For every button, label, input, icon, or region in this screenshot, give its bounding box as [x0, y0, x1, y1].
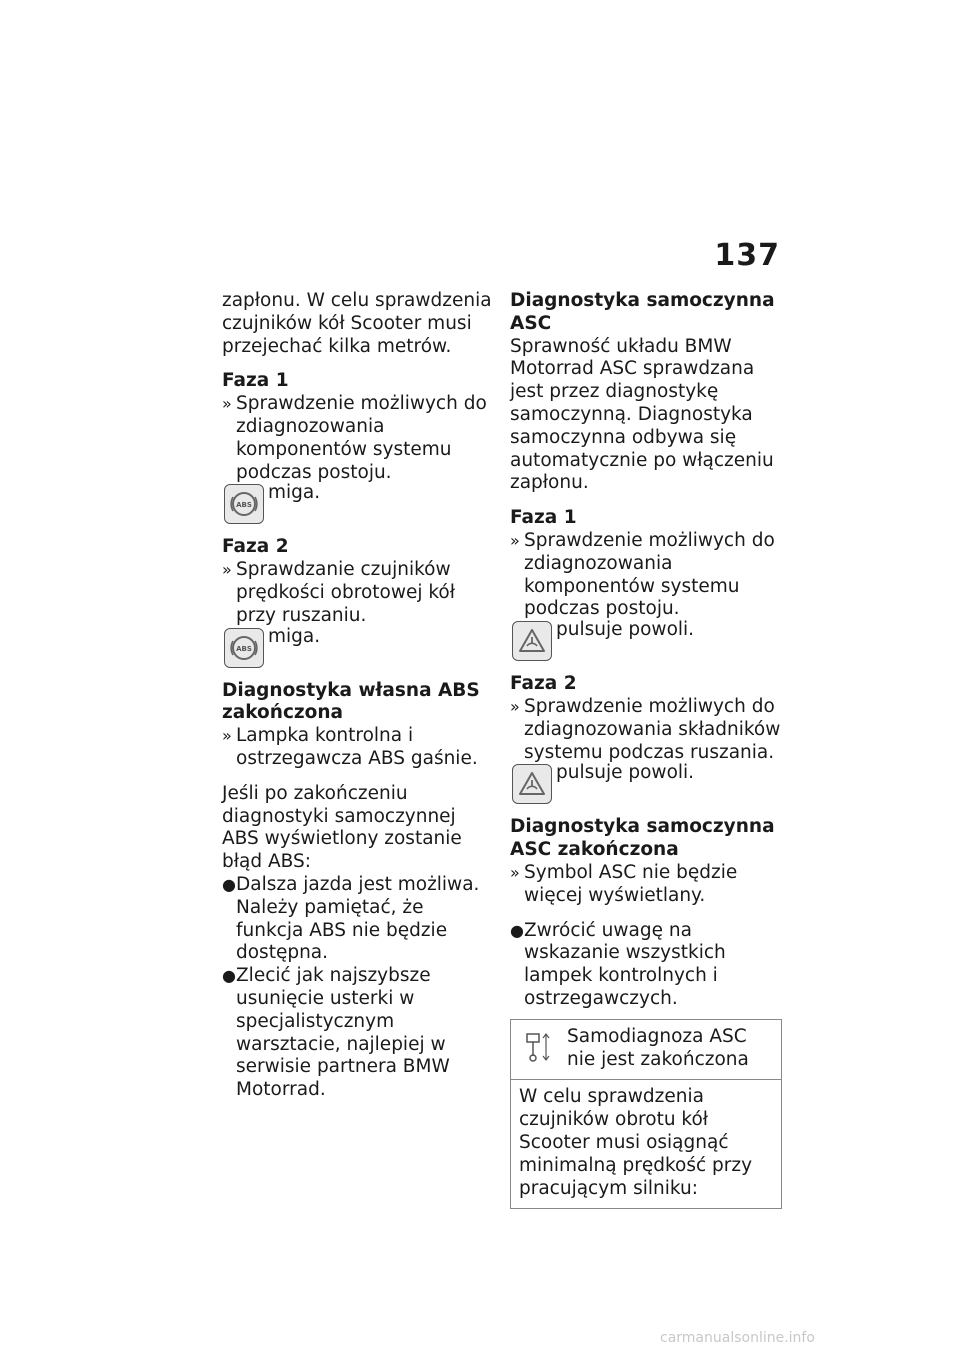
abs-phase2-heading: Faza 2 — [222, 536, 289, 558]
asc-phase2-heading: Faza 2 — [510, 673, 577, 695]
asc-intro: Sprawność układu BMW Motorrad ASC sprawdzana jest przez diagnostykę samoczynną. Diagnostyka samoczynna odbywa się automatycznie po włączeniu zapłonu. — [510, 335, 774, 494]
bullet-icon: ● — [222, 966, 236, 986]
asc-note-box — [510, 1019, 782, 1210]
abs-warning-icon — [224, 628, 264, 668]
abs-error-bullet-1: ● Dalsza jazda jest możliwa. Należy pamiętać, że funkcja ABS nie będzie dostępna. — [222, 873, 480, 964]
asc-triangle-icon — [512, 621, 552, 661]
asc-phase1-step: » Sprawdzenie możliwych do zdiagnozowania komponentów systemu podczas postoju. — [510, 529, 775, 620]
abs-error-bullet-2: ● Zlecić jak najszybsze usunięcie usterki w specjalistycznym warsztacie, najlepiej w serwisie partnera BMW Motorrad. — [222, 965, 450, 1101]
chevron-right-icon: » — [510, 862, 520, 882]
asc-note-title: Samodiagnoza ASC nie jest zakończona — [567, 1025, 749, 1070]
bullet-icon: ● — [510, 920, 524, 940]
chevron-right-icon: » — [510, 530, 520, 550]
asc-bullet: ● Zwrócić uwagę na wskazanie wszystkich lampek kontrolnych i ostrzegawczych. — [510, 919, 726, 1009]
abs-phase2-indicator — [224, 626, 494, 668]
chevron-right-icon: » — [222, 560, 232, 580]
asc-phase1-state: pulsuje powoli. — [556, 619, 695, 641]
right-column — [510, 290, 782, 1209]
asc-done-heading: Diagnostyka samoczynna ASC zakończona — [510, 816, 775, 861]
abs-phase2-state: miga. — [268, 625, 321, 647]
asc-triangle-icon — [512, 764, 552, 804]
intro-text: zapłonu. W celu sprawdzenia czujników kół Scooter musi przejechać kilka metrów. — [222, 290, 492, 357]
abs-phase2-step: » Sprawdzanie czujników prędkości obrotowej kół przy ruszaniu. — [222, 559, 455, 626]
asc-heading: Diagnostyka samoczynna ASC — [510, 290, 775, 334]
asc-note-body: W celu sprawdzenia czujników obrotu kół Scooter musi osiągnąć minimalną prędkość przy pracującym silniku: — [519, 1086, 753, 1199]
asc-phase2-indicator — [512, 762, 782, 804]
page-number: 137 — [714, 238, 780, 273]
asc-phase1-heading: Faza 1 — [510, 507, 577, 529]
asc-note-header — [511, 1020, 781, 1081]
asc-done-step: » Symbol ASC nie będzie więcej wyświetlany. — [510, 861, 738, 906]
chevron-right-icon: » — [510, 696, 520, 716]
watermark-link[interactable]: carmanualsonline.info — [660, 1330, 815, 1346]
abs-done-step: » Lampka kontrolna i ostrzegawcza ABS gaśnie. — [222, 725, 478, 769]
asc-phase2-step: » Sprawdzenie możliwych do zdiagnozowania składników systemu podczas ruszania. — [510, 695, 781, 763]
abs-icon-label: ABS — [236, 501, 252, 510]
abs-phase1-state: miga. — [268, 482, 321, 504]
chevron-right-icon: » — [222, 394, 232, 414]
abs-warning-icon — [224, 484, 264, 524]
abs-icon-label: ABS — [236, 644, 252, 653]
workshop-lift-icon — [517, 1026, 557, 1072]
abs-phase1-indicator — [224, 482, 494, 524]
asc-phase1-indicator — [512, 619, 782, 661]
abs-phase1-step: » Sprawdzenie możliwych do zdiagnozowania komponentów systemu podczas postoju. — [222, 393, 487, 483]
chevron-right-icon: » — [222, 726, 232, 746]
left-column — [222, 290, 494, 1102]
abs-phase1-heading: Faza 1 — [222, 370, 289, 392]
abs-done-heading: Diagnostyka własna ABS zakończona — [222, 679, 480, 724]
abs-error-intro: Jeśli po zakończeniu diagnostyki samoczynnej ABS wyświetlony zostanie błąd ABS: — [222, 782, 462, 873]
bullet-icon: ● — [222, 874, 236, 894]
asc-phase2-state: pulsuje powoli. — [556, 762, 695, 784]
